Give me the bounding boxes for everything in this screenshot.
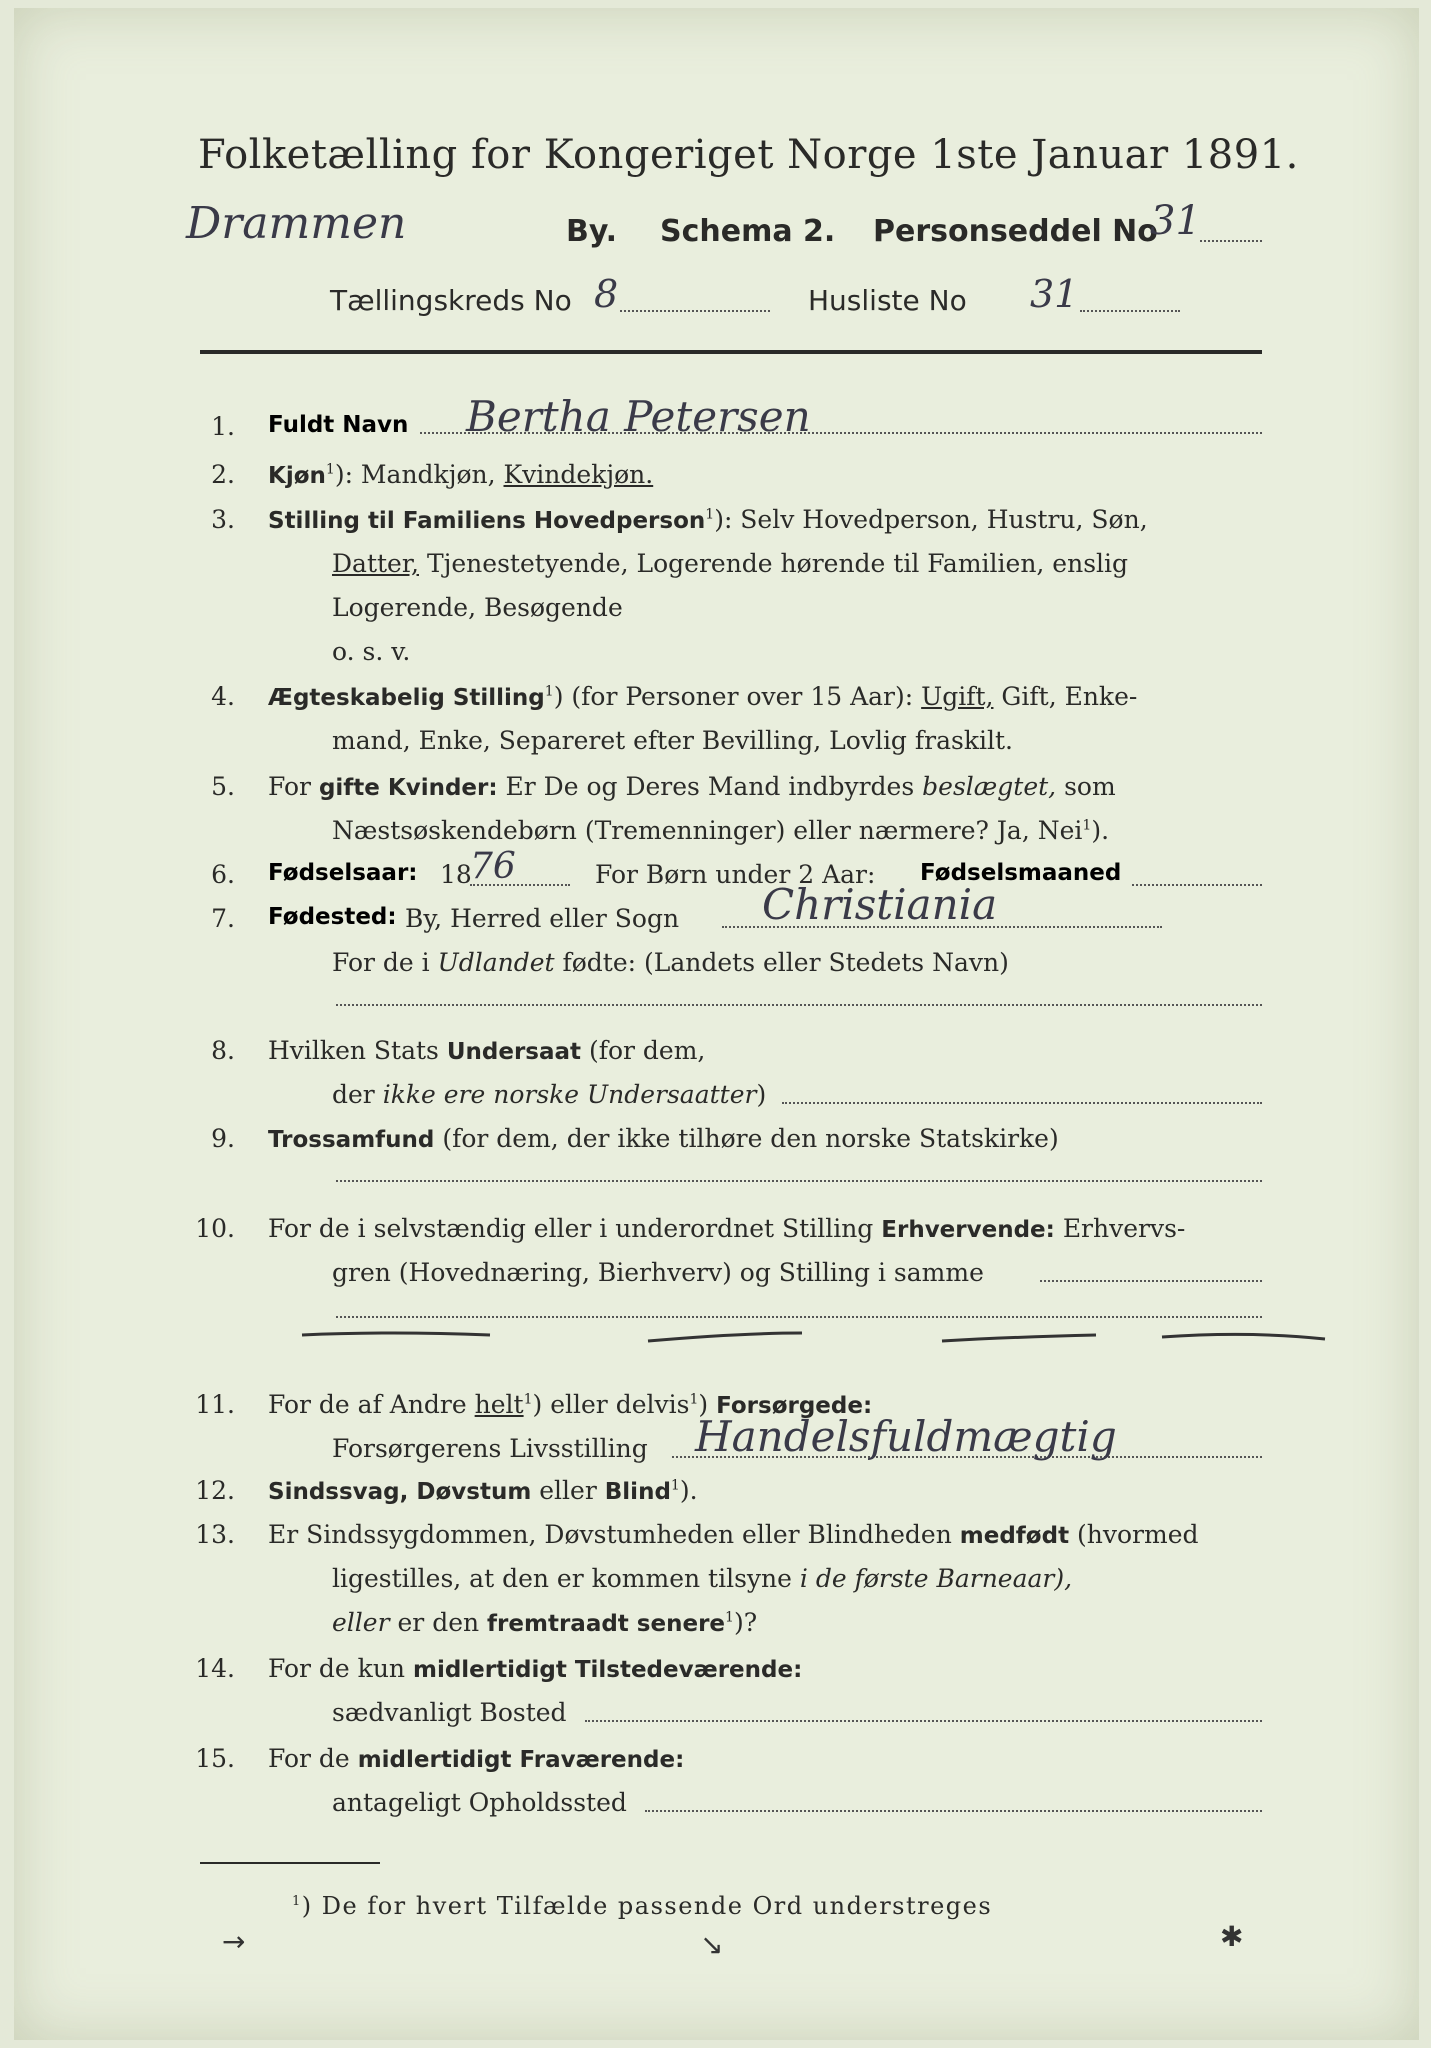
q15-row: For de midlertidigt Fraværende: (268, 1744, 685, 1773)
form-title: Folketælling for Kongeriget Norge 1ste Januar 1891. (198, 132, 1299, 178)
q4-selected-option: Ugift, (921, 682, 994, 711)
q9-row: Trossamfund (for dem, der ikke tilhøre den norske Statskirke) (268, 1124, 1059, 1153)
item-number: 7. (211, 904, 235, 933)
q11-provider-occupation-handwritten: Handelsfuldmægtig (695, 1412, 1117, 1461)
dotted-line (585, 1720, 1262, 1722)
item-number: 9. (211, 1124, 235, 1153)
q7-text: By, Herred eller Sogn (405, 904, 680, 933)
pencil-mark: ↘ (700, 1928, 724, 1961)
item-number: 8. (211, 1036, 235, 1065)
dotted-line (336, 1180, 1262, 1182)
q6-label-2: Fødselsmaaned (920, 860, 1122, 886)
kreds-number: 8 (594, 272, 619, 316)
q15-row-2: antageligt Opholdssted (332, 1788, 627, 1817)
q2-row: Kjøn$^1$): Mandkjøn, Kvindekjøn. (268, 460, 654, 489)
item-number: 14. (195, 1654, 235, 1683)
husliste-number: 31 (1030, 272, 1079, 316)
schema-label: Schema 2. (660, 214, 836, 249)
q10-row-2: gren (Hovednæring, Bierhverv) og Stilling i samme (332, 1258, 984, 1287)
q3-row: Stilling til Familiens Hovedperson$^1$): Selv Hovedperson, Hustru, Søn, (268, 505, 1148, 534)
q11-row-2: Forsørgerens Livsstilling (332, 1434, 648, 1463)
q1-name-handwritten: Bertha Petersen (466, 392, 811, 441)
q8-row: Hvilken Stats Undersaat (for dem, (268, 1036, 706, 1065)
dotted-line (420, 432, 1262, 434)
item-number: 12. (195, 1476, 235, 1505)
q12-row: Sindssvag, Døvstum eller Blind$^1$). (268, 1476, 698, 1505)
q11-row: For de af Andre helt$^1$) eller delvis$^1$) Forsørgede: (268, 1390, 873, 1419)
dotted-line (1040, 1280, 1262, 1282)
q13-row: Er Sindssygdommen, Døvstumheden eller Blindheden medfødt (hvormed (268, 1520, 1199, 1549)
q3-row-4: o. s. v. (332, 637, 411, 666)
q7-row-2: For de i Udlandet fødte: (Landets eller Stedets Navn) (332, 948, 1009, 977)
q10-row: For de i selvstændig eller i underordnet Stilling Erhvervende: Erhvervs- (268, 1214, 1186, 1243)
dotted-line (1132, 884, 1262, 886)
q14-row-2: sædvanligt Bosted (332, 1698, 567, 1727)
q4-row: Ægteskabelig Stilling$^1$) (for Personer over 15 Aar): Ugift, Gift, Enke- (268, 682, 1138, 711)
q5-row-2: Næstsøskendebørn (Tremenninger) eller nærmere? Ja, Nei$^1$). (332, 816, 1110, 845)
q7-label: Fødested: (268, 904, 397, 930)
personseddel-label: Personseddel No (873, 214, 1158, 249)
q11-selected-option: helt (474, 1390, 524, 1419)
dotted-line (645, 1810, 1262, 1812)
pencil-mark: ✱ (1220, 1920, 1244, 1953)
item-number: 3. (211, 505, 235, 534)
personseddel-number: 31 (1150, 198, 1201, 244)
dotted-line (336, 1316, 1262, 1318)
q7-birthplace-handwritten: Christiania (762, 880, 998, 929)
item-number: 6. (211, 860, 235, 889)
q4-row-2: mand, Enke, Separeret efter Bevilling, Lovlig fraskilt. (332, 726, 1013, 755)
dotted-line (1200, 240, 1262, 242)
dotted-line (470, 884, 570, 886)
dotted-line (1080, 310, 1180, 312)
q6-year-handwritten: 76 (470, 846, 516, 887)
item-number: 4. (211, 682, 235, 711)
item-number: 10. (195, 1214, 235, 1243)
handwritten-strike-lines (290, 1325, 1340, 1365)
header-rule (200, 350, 1262, 354)
by-label: By. (566, 214, 618, 249)
footnote: $^1$) De for hvert Tilfælde passende Ord understreges (292, 1892, 993, 1920)
q8-row-2: der ikke ere norske Undersaatter) (332, 1080, 767, 1109)
item-number: 2. (211, 460, 235, 489)
dotted-line (782, 1102, 1262, 1104)
dotted-line (336, 1004, 1262, 1006)
q5-row: For gifte Kvinder: Er De og Deres Mand indbyrdes beslægtet, som (268, 772, 1116, 801)
q3-row-2: Datter, Tjenestetyende, Logerende hørende til Familien, enslig (332, 549, 1129, 578)
dotted-line (620, 310, 770, 312)
footnote-rule (200, 1862, 380, 1864)
q2-selected-option: Kvindekjøn. (503, 460, 654, 489)
kreds-label: Tællingskreds No (330, 284, 572, 317)
q6-label: Fødselsaar: (268, 860, 418, 886)
item-number: 15. (195, 1744, 235, 1773)
city-handwritten: Drammen (186, 198, 407, 249)
item-number: 13. (195, 1520, 235, 1549)
q3-selected-option: Datter, (332, 549, 419, 578)
item-number: 1. (211, 412, 235, 441)
q14-row: For de kun midlertidigt Tilstedeværende: (268, 1654, 803, 1683)
q6-text: For Børn under 2 Aar: (595, 860, 876, 889)
census-form-page (14, 8, 1419, 2040)
q6-year-prefix: 18 (440, 860, 472, 889)
q1-label: Fuldt Navn (268, 412, 409, 438)
pencil-mark: → (222, 1925, 246, 1958)
q13-row-2: ligestilles, at den er kommen tilsyne i de første Barneaar), (332, 1564, 1073, 1593)
husliste-label: Husliste No (808, 284, 967, 317)
q13-row-3: eller er den fremtraadt senere$^1$)? (332, 1608, 758, 1637)
item-number: 11. (195, 1390, 235, 1419)
q3-row-3: Logerende, Besøgende (332, 593, 623, 622)
item-number: 5. (211, 772, 235, 801)
